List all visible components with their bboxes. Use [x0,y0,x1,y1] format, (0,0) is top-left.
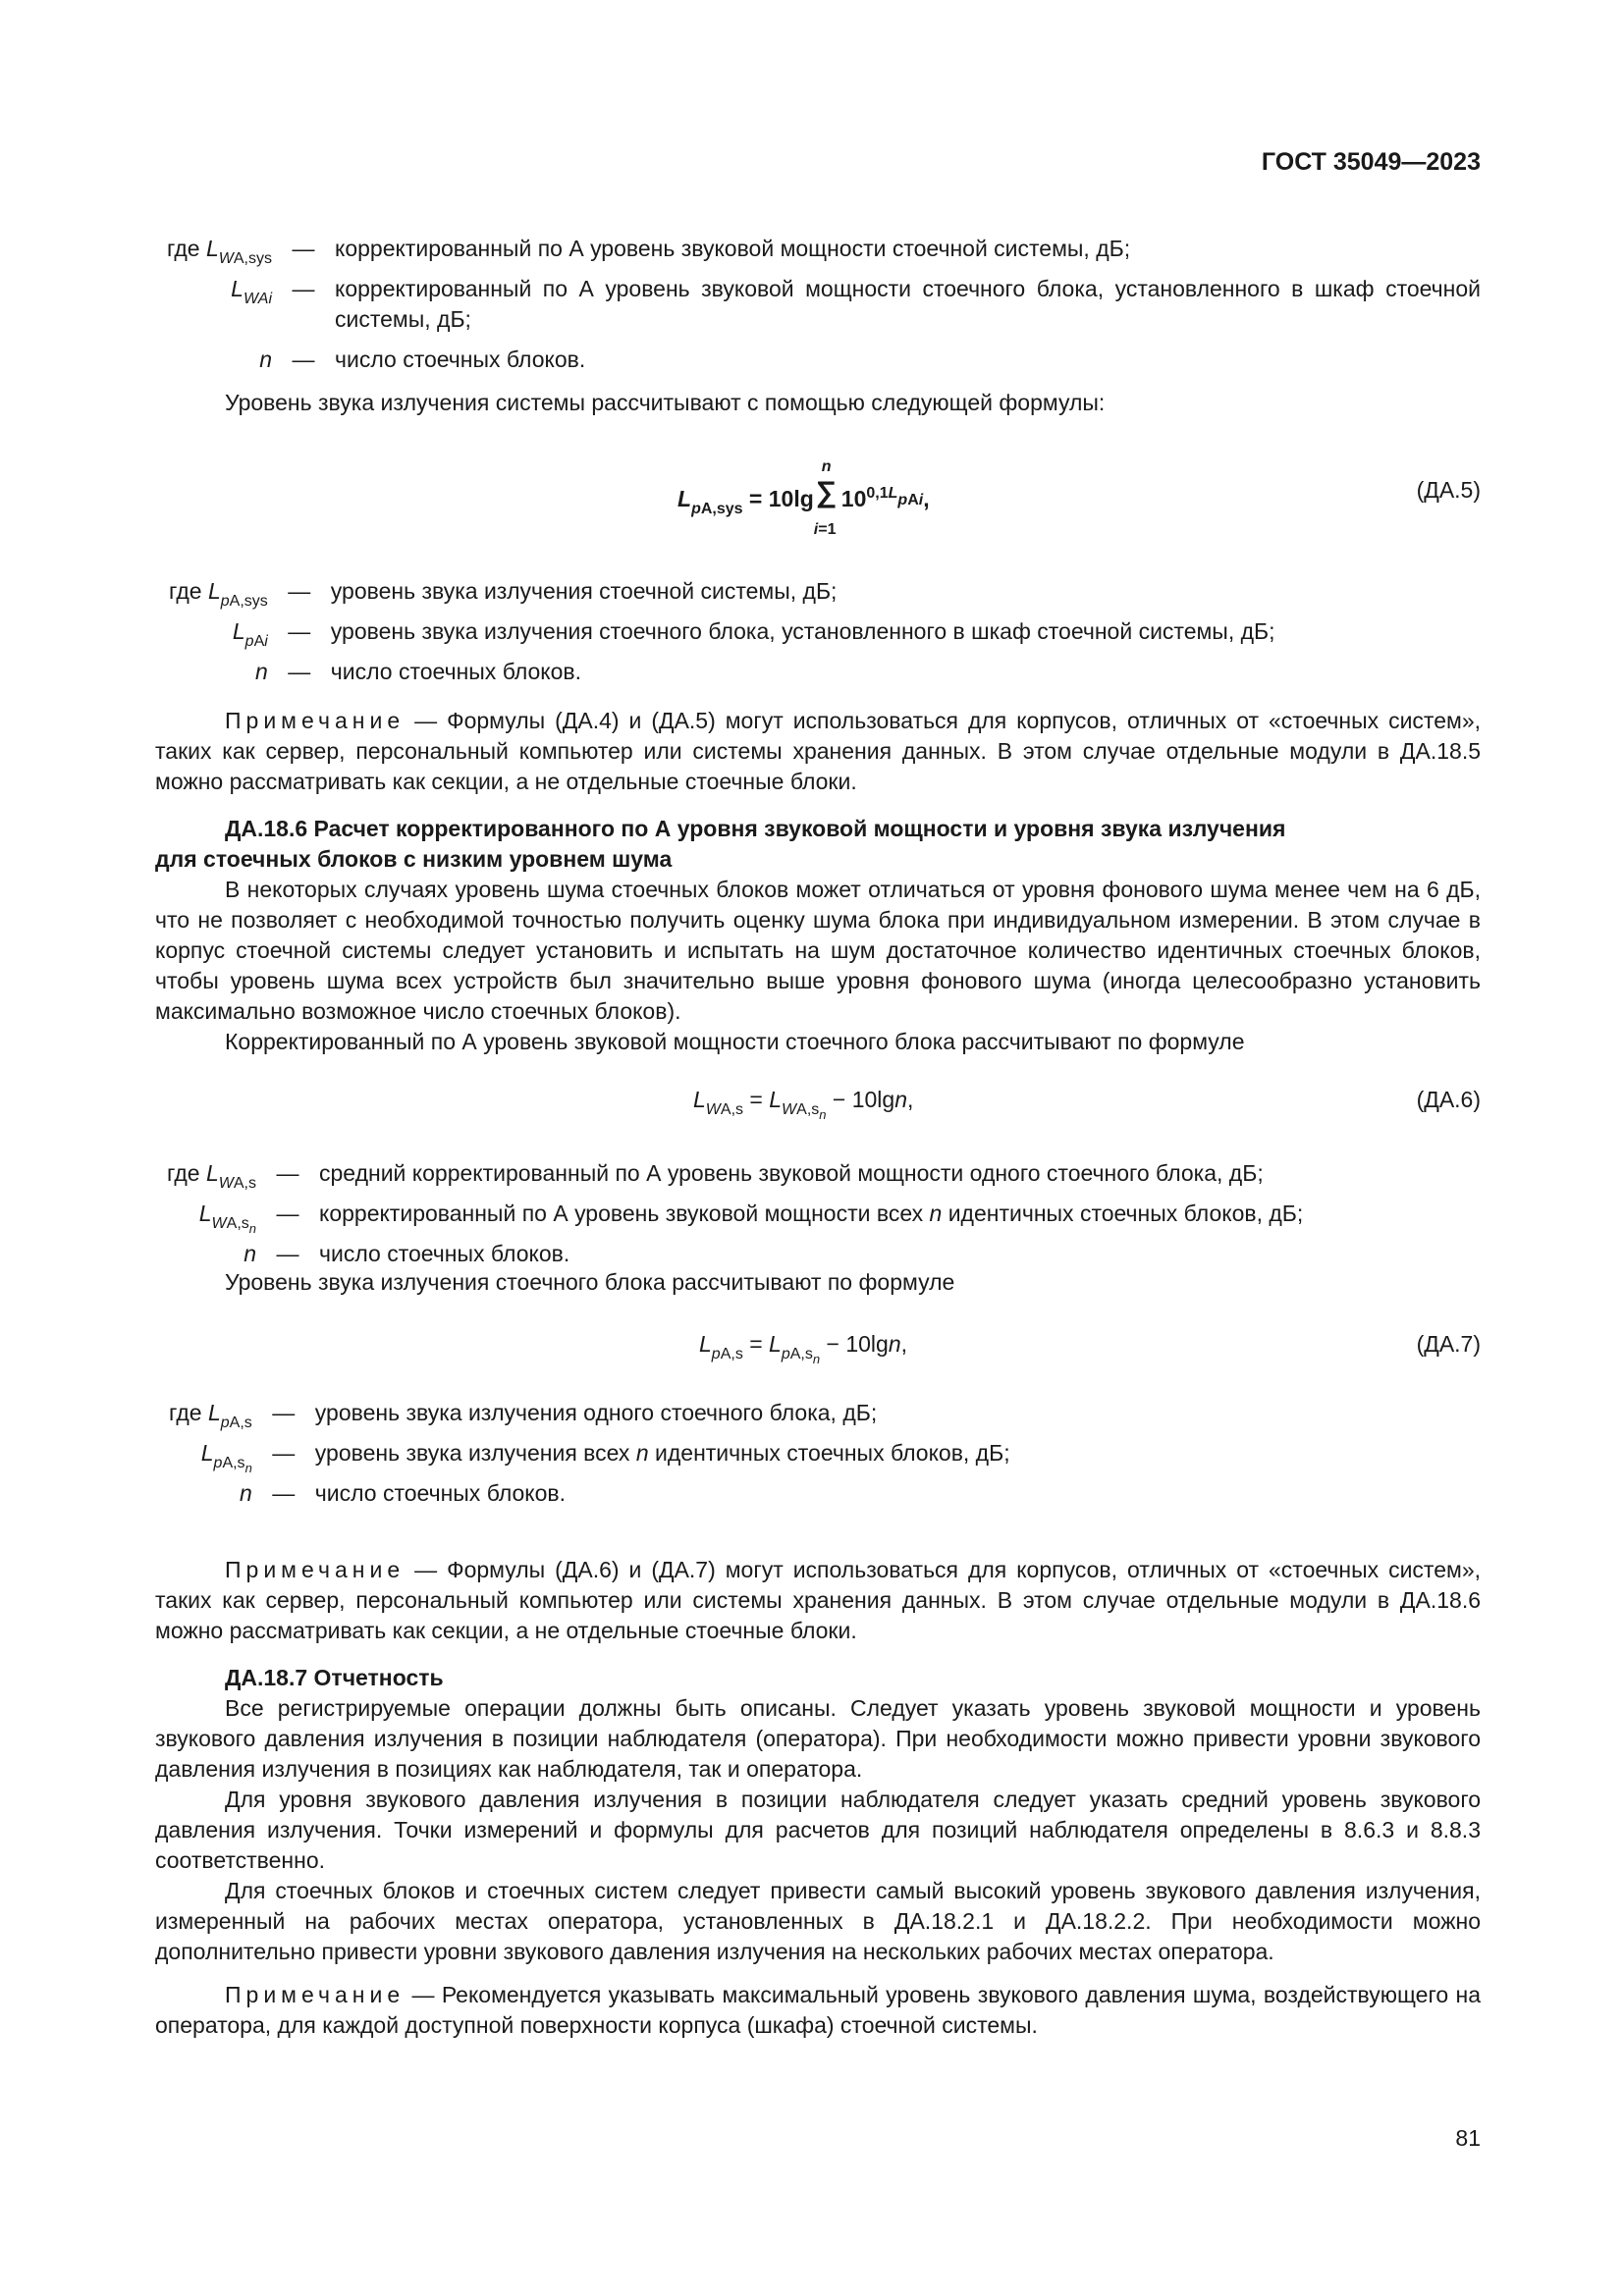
equation-number: (ДА.5) [1416,477,1481,503]
definitions-block-1 [155,234,1481,385]
definition-row: n — число стоечных блоков. [169,657,1275,697]
paragraph: Для уровня звукового давления излучения в позиции наблюдателя следует указать средний уровень звукового давления излучения. Точки измерений и формулы для расчетов для позиций наблюдателя определены в 8.6.3 и 8.8.3 соответственно. [155,1787,1481,1873]
paragraph: Все регистрируемые операции должны быть описаны. Следует указать уровень звуковой мощности и уровень звукового давления излучения в позиции наблюдателя (оператора). При необходимости можно привести уровни звукового давления излучения в позициях как наблюдателя, так и оператора. [155,1695,1481,1782]
definition-row: n — число стоечных блоков. [167,1239,1303,1279]
formula-da6 [155,1085,1481,1124]
note-2: Примечание — Формулы (ДА.6) и (ДА.7) могут использоваться для корпусов, отличных от «стоечных систем», таких как сервер, персональный компьютер или системы хранения данных. В этом случае отдельные модули в ДА.18.6 можно рассматривать как секции, а не отдельные стоечные блоки. [155,1557,1481,1643]
section-da-18-6 [155,814,1481,1057]
section-heading: ДА.18.6 Расчет корректированного по А уровня звуковой мощности и уровня звука излучения [225,816,1286,841]
equation-number: (ДА.6) [1416,1087,1481,1112]
formula-da7-expression: $L_{pA,s} = L_{pA,s_n} - 10\lg n$, [699,1331,907,1366]
document-standard-header: ГОСТ 35049—2023 [1261,148,1481,176]
definition-row: n — число стоечных блоков. [167,345,1481,385]
definition-symbol: $L_{pA,s_n}$ [200,1440,252,1475]
definition-row: $L_{WAi}$ — корректированный по А уровень звуковой мощности стоечного блока, установленного в шкаф стоечной системы, дБ; [167,274,1481,345]
note-label: Примечание [225,1982,406,2007]
definition-symbol: $L_{WAi}$ [231,276,272,307]
formula-da6-expression: $L_{WA,s} = L_{WA,s_n} - 10\lg n$, [693,1087,914,1122]
definition-text: корректированный по А уровень звуковой мощности всех n идентичных стоечных блоков, дБ; [319,1201,1304,1226]
definition-symbol: n [255,659,268,684]
definition-text: уровень звука излучения всех n идентичных стоечных блоков, дБ; [314,1440,1010,1466]
note-1: Примечание — Формулы (ДА.4) и (ДА.5) могут использоваться для корпусов, отличных от «стоечных систем», таких как сервер, персональный компьютер или системы хранения данных. В этом случае отдельные модули в ДА.18.5 можно рассматривать как секции, а не отдельные стоечные блоки. [155,708,1481,794]
formula-da5 [155,458,1481,538]
paragraph: Корректированный по А уровень звуковой мощности стоечного блока рассчитывают по формуле [225,1029,1245,1054]
definition-text: средний корректированный по А уровень звуковой мощности одного стоечного блока, дБ; [319,1160,1264,1186]
section-da-18-7 [155,1663,1481,1967]
definition-symbol: где $L_{WA,s}$ [167,1160,256,1192]
section-heading: ДА.18.7 Отчетность [225,1665,444,1690]
paragraph: В некоторых случаях уровень шума стоечных блоков может отличаться от уровня фонового шума менее чем на 6 дБ, что не позволяет с необходимой точностью получить оценку шума блока при индивидуальном измерении. В этом случае в корпус стоечной системы следует установить и испытать на шум достаточное количество идентичных стоечных блоков, чтобы уровень шума всех устройств был значительно выше уровня фонового шума (иногда целесообразно установить максимально возможное число стоечных блоков). [155,877,1481,1024]
definition-row: $L_{WA,s_n}$ — корректированный по А уровень звуковой мощности всех n идентичных стоечных блоков, дБ; [167,1199,1303,1239]
summation-symbol: n ∑ i=1 [813,458,838,538]
formula-da5-intro: Уровень звука излучения системы рассчитывают с помощью следующей формулы: [225,390,1106,415]
definitions-block-2 [155,576,1481,697]
definition-row: n — число стоечных блоков. [169,1478,1010,1519]
note-3: Примечание — Рекомендуется указывать максимальный уровень звукового давления шума, воздействующего на оператора, для каждой доступной поверхности корпуса (шкафа) стоечной системы. [155,1982,1481,2038]
definition-text: уровень звука излучения стоечной системы, дБ; [330,578,838,604]
definition-text: корректированный по А уровень звуковой мощности стоечного блока, установленного в шкаф стоечной системы, дБ; [335,276,1481,332]
definitions-table [169,1398,1010,1519]
definition-symbol: где $L_{pA,sys}$ [169,578,268,610]
definition-row: где $L_{pA,s}$ — уровень звука излучения одного стоечного блока, дБ; [169,1398,1010,1438]
formula-da7-intro: Уровень звука излучения стоечного блока рассчитывают по формуле [225,1269,955,1295]
definition-symbol: $L_{WA,s_n}$ [198,1201,256,1236]
definition-symbol: $L_{pAi}$ [232,618,268,650]
note-label: Примечание [225,708,406,733]
definitions-table [167,1158,1303,1279]
formula-da7 [155,1329,1481,1368]
definition-symbol: n [259,347,272,372]
definitions-table [169,576,1275,697]
definitions-block-3 [155,1158,1481,1279]
definition-symbol: где $L_{pA,s}$ [169,1400,252,1431]
formula-da5-expression: $L_{pA,sys} = 10\lg$ n ∑ i=1 $10^{0,1L_{pAi}}$, [677,458,930,538]
definitions-table [167,234,1481,385]
definition-text: корректированный по А уровень звуковой мощности стоечной системы, дБ; [335,236,1131,261]
section-heading-cont: для стоечных блоков с низким уровнем шума [155,846,673,872]
definition-symbol: где $L_{WA,sys}$ [167,236,272,267]
definition-symbol: n [240,1480,252,1506]
definition-row: где $L_{WA,sys}$ — корректированный по А уровень звуковой мощности стоечной системы, дБ; [167,234,1481,274]
equation-number: (ДА.7) [1416,1331,1481,1357]
definition-row: где $L_{WA,s}$ — средний корректированный по А уровень звуковой мощности одного стоечного блока, дБ; [167,1158,1303,1199]
definition-row: где $L_{pA,sys}$ — уровень звука излучения стоечной системы, дБ; [169,576,1275,616]
note-label: Примечание [225,1557,406,1582]
definition-symbol: n [244,1241,256,1266]
definition-row: $L_{pA,s_n}$ — уровень звука излучения всех n идентичных стоечных блоков, дБ; [169,1438,1010,1478]
page-number: 81 [1455,2125,1481,2151]
paragraph: Для стоечных блоков и стоечных систем следует привести самый высокий уровень звукового давления излучения, измеренный на рабочих местах оператора, установленных в ДА.18.2.1 и ДА.18.2.2. При необходимости можно дополнительно привести уровни звукового давления излучения на нескольких рабочих местах оператора. [155,1878,1481,1964]
definitions-block-4 [155,1398,1481,1519]
definition-text: уровень звука излучения стоечного блока, установленного в шкаф стоечной системы, дБ; [330,618,1275,644]
definition-text: уровень звука излучения одного стоечного блока, дБ; [314,1400,878,1425]
definition-row: $L_{pAi}$ — уровень звука излучения стоечного блока, установленного в шкаф стоечной системы, дБ; [169,616,1275,657]
definition-text: число стоечных блоков. [335,347,586,372]
definition-text: число стоечных блоков. [330,659,582,684]
definition-text: число стоечных блоков. [314,1480,567,1506]
definition-text: число стоечных блоков. [319,1241,570,1266]
